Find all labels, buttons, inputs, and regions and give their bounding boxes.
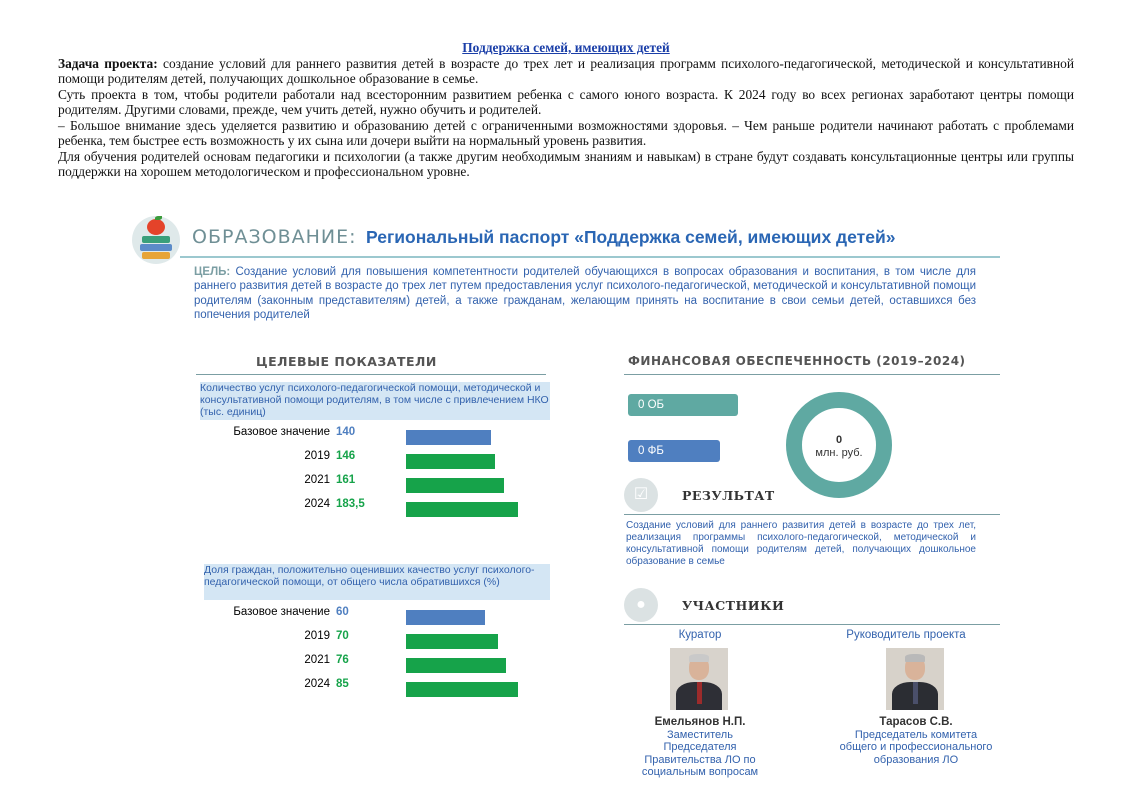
paragraph-3: Для обучения родителей основам педагогики и психологии (а также другим необходимым знаниям и навыкам) в стране будут создавать консультационные центры или группы поддержки на хорошем методологическом и профессиональном уровне. — [58, 148, 1074, 179]
finance-divider — [624, 374, 1000, 375]
finance-title: ФИНАНСОВАЯ ОБЕСПЕЧЕННОСТЬ (2019–2024) — [628, 354, 966, 368]
checkbox-icon: ☑ — [624, 478, 658, 512]
bar — [406, 478, 504, 493]
leader-position: Председатель комитета общего и профессионального образования ЛО — [839, 728, 993, 766]
bar-category-label: 2021 — [304, 474, 330, 486]
result-title: РЕЗУЛЬТАТ — [682, 488, 775, 503]
curator-position: Заместитель Председателя Правительства ЛО по социальным вопросам — [641, 728, 759, 778]
finance-total-ring — [786, 392, 892, 498]
task-label: Задача проекта: — [58, 55, 158, 71]
bar — [406, 454, 495, 469]
goal-label: ЦЕЛЬ: — [194, 266, 231, 278]
curator-photo — [670, 648, 728, 710]
infographic-title: Региональный паспорт «Поддержка семей, имеющих детей» — [366, 227, 896, 247]
bar-category-label: Базовое значение — [233, 426, 330, 438]
education-icon — [132, 216, 180, 264]
participants-title: УЧАСТНИКИ — [682, 598, 785, 613]
bar-category-label: 2021 — [304, 654, 330, 666]
goal-text: Создание условий для повышения компетентности родителей обучающихся в вопросах образования и воспитания, в том числе для раннего развития детей в возрасте до трех лет путем предоставления услуг психолого-педагогической, методической и консультативной помощи родителям (законным представителям) детей, а также гражданам, желающим принять на воспитание в свои семьи детей, оставшихся без попечения родителей — [194, 266, 976, 322]
bar-value-label: 183,5 — [336, 498, 365, 510]
finance-total-unit: млн. руб. — [815, 447, 863, 459]
section-label: ОБРАЗОВАНИЕ: — [192, 226, 357, 248]
bar-value-label: 60 — [336, 606, 349, 618]
task-paragraph — [58, 56, 1074, 87]
leader-card — [836, 716, 996, 766]
bar-category-label: Базовое значение — [233, 606, 330, 618]
bar — [406, 634, 498, 649]
bar — [406, 502, 518, 517]
task-text: создание условий для раннего развития детей в возрасте до трех лет и реализация программ психолого-педагогической, методической и консультативной помощи родителям детей, получающих дошкольное образование в семье. — [58, 55, 1075, 86]
participants-divider — [624, 624, 1000, 625]
finance-total-value: 0 — [835, 434, 843, 446]
leader-photo — [886, 648, 944, 710]
indicator-1-caption: Количество услуг психолого-педагогической помощи, методической и консультативной помощи родителям, в том числе с привлечением НКО (тыс. единиц) — [200, 382, 549, 418]
indicator-1-chart — [130, 426, 550, 534]
curator-role: Куратор — [678, 629, 722, 641]
bar — [406, 610, 485, 625]
bar-category-label: 2019 — [304, 630, 330, 642]
finance-ob-pill: 0 ОБ — [628, 394, 738, 416]
targets-divider — [196, 374, 546, 375]
bar-value-label: 76 — [336, 654, 349, 666]
targets-title: ЦЕЛЕВЫЕ ПОКАЗАТЕЛИ — [256, 354, 437, 369]
bar — [406, 658, 506, 673]
leader-role: Руководитель проекта — [846, 629, 966, 641]
bar — [406, 682, 518, 697]
indicator-2-chart — [130, 606, 550, 714]
indicator-2-caption: Доля граждан, положительно оценивших качество услуг психолого-педагогической помощи, от общего числа обратившихся (%) — [204, 564, 550, 600]
result-text: Создание условий для раннего развития детей в возрасте до трех лет, реализация программы психолого-педагогической, методической и консультативной помощи родителям детей, получающих дошкольное образование в семье — [626, 520, 976, 567]
document-title[interactable]: Поддержка семей, имеющих детей — [462, 40, 670, 55]
paragraph-1: Суть проекта в том, чтобы родители работали над всесторонним развитием ребенка с самого юного возраста. К 2024 году во всех регионах заработают центры помощи родителям. Другими словами, прежде, чем учить детей, нужно обучить и родителей. — [58, 86, 1074, 117]
bar — [406, 430, 491, 445]
bar-value-label: 140 — [336, 426, 356, 438]
bar-value-label: 85 — [336, 678, 349, 690]
document-text — [58, 40, 1074, 180]
finance-fb-pill: 0 ФБ — [628, 440, 720, 462]
infographic — [130, 212, 1000, 800]
bar-value-label: 146 — [336, 450, 356, 462]
goal-text-block — [194, 265, 976, 323]
participants-icon: ● — [624, 588, 658, 622]
bar-value-label: 161 — [336, 474, 356, 486]
result-divider — [624, 514, 1000, 515]
header-divider — [180, 256, 1000, 258]
leader-name: Тарасов С.В. — [879, 716, 953, 728]
curator-card — [630, 716, 770, 779]
bar-category-label: 2024 — [304, 678, 330, 690]
bar-value-label: 70 — [336, 630, 349, 642]
bar-category-label: 2024 — [304, 498, 330, 510]
curator-name: Емельянов Н.П. — [654, 716, 746, 728]
paragraph-2: – Большое внимание здесь уделяется развитию и образованию детей с ограниченными возможностями здоровья. – Чем раньше родители начинают работать с проблемами ребенка, тем быстрее есть возможность у их сына или дочери выйти на нормальный уровень развития. — [58, 117, 1074, 148]
bar-category-label: 2019 — [304, 450, 330, 462]
